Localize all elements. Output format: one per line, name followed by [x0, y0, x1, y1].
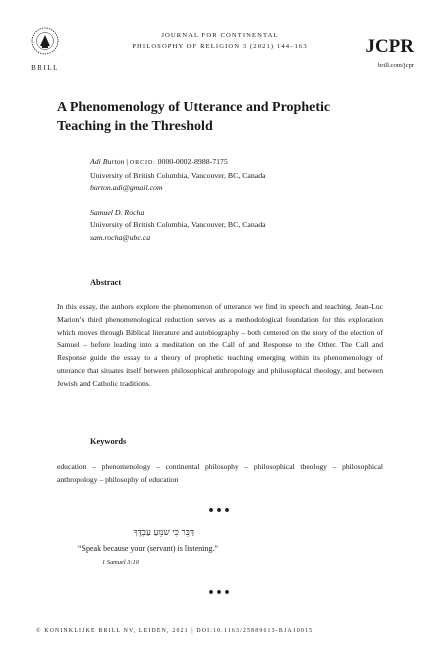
journal-line-2: PHILOSOPHY OF RELIGION 3 (2021) 144–163 — [132, 43, 308, 50]
publisher-name: BRILL — [31, 64, 59, 72]
journal-logo: JCPR — [365, 36, 414, 57]
abstract-text: In this essay, the authors explore the phenomenon of utterance we find in speech and teaching. Jean-Luc Marion’s third phenomenological reduction serves as a methodological foundation for this exploration which moves through Biblical literature and autobiography – both centered on the story of the election of Samuel – before leading into a meditation on the Call of and Response to the Other. The Call and Response guide the essay to a theory of prophetic teaching emerging within its phenomenology of utterance that situates itself between philosophical anthropology and philosophical theology, and between Jewish and Catholic traditions. — [57, 302, 383, 388]
epigraph-citation: 1 Samuel 3:10 — [102, 559, 139, 566]
orcid-label: ORCID: — [129, 159, 156, 166]
journal-url[interactable]: brill.com/jcpr — [377, 62, 414, 69]
publisher-logo — [22, 26, 68, 72]
journal-title — [110, 30, 330, 52]
author-2 — [90, 207, 390, 245]
article-title: A Phenomenology of Utterance and Prophetic Teaching in the Threshold — [57, 100, 331, 134]
orcid-separator: | — [126, 157, 128, 166]
brill-seal-icon — [30, 26, 60, 60]
author-affiliation: University of British Columbia, Vancouver, BC, Canada — [90, 170, 266, 180]
author-email[interactable]: burton.adi@gmail.com — [90, 183, 163, 192]
author-name: Adi Burton — [90, 157, 125, 166]
author-email[interactable]: sam.rocha@ubc.ca — [90, 232, 151, 242]
author-1 — [90, 156, 390, 195]
epigraph-english: “Speak because your (servant) is listening.” — [78, 544, 218, 553]
author-name: Samuel D. Rocha — [90, 207, 145, 217]
section-separator: ••• — [207, 586, 232, 599]
author-1-name-line — [90, 156, 390, 170]
epigraph-hebrew: דַּבֵּר כִּי שֹׁמֵעַ עַבְדֶּךָ — [133, 528, 194, 538]
keywords-text: education – phenomenology – continental philosophy – philosophical theology – philosophical anthropology – philosophy of education — [57, 462, 383, 484]
author-affiliation: University of British Columbia, Vancouver, BC, Canada — [90, 220, 266, 229]
abstract-heading: Abstract — [90, 278, 122, 287]
author-list — [90, 156, 390, 256]
copyright-footer: © KONINKLIJKE BRILL NV, LEIDEN, 2021 | DOI:10.1163/25889613-BJA10015 — [36, 628, 314, 634]
orcid-link[interactable]: 0000-0002-8988-7175 — [157, 157, 228, 166]
section-separator: ••• — [207, 504, 232, 517]
keywords-heading: Keywords — [90, 437, 127, 446]
journal-line-1: JOURNAL FOR CONTINENTAL — [161, 32, 279, 39]
